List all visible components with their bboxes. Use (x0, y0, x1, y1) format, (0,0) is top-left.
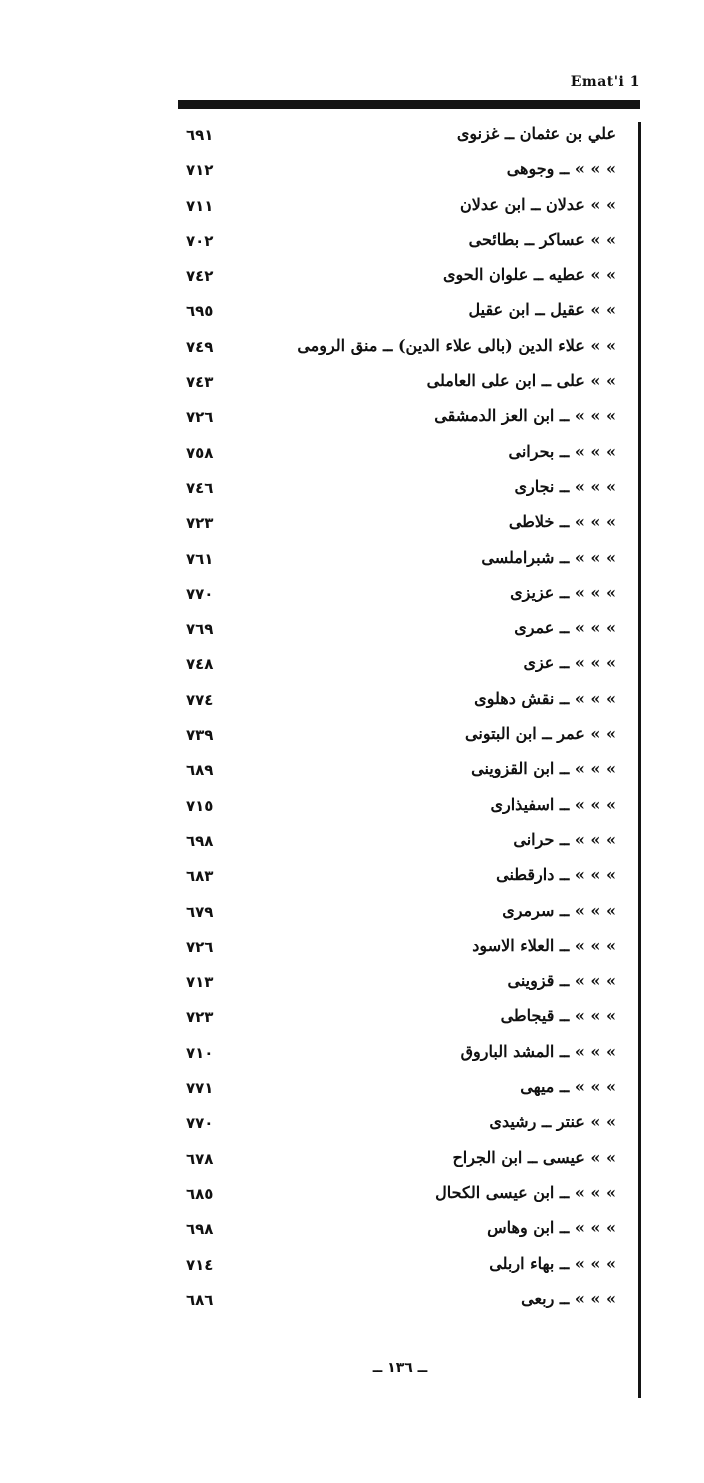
entry-name: » » عنتر ــ رشيدی (489, 1112, 616, 1132)
entry-page-number: ٦٩٨ (186, 1220, 214, 1239)
entry-name: » » عيسى ــ ابن الجراح (452, 1147, 616, 1167)
entry-page-number: ٦٧٩ (186, 902, 214, 921)
index-entry (186, 722, 616, 757)
index-entry (186, 899, 616, 934)
entry-page-number: ٧٤٨ (186, 655, 214, 674)
entry-name: » » » ــ عمری (514, 618, 616, 638)
index-entry (186, 1181, 616, 1216)
index-entry (186, 404, 616, 439)
entry-name: » » عطيه ــ علوان الحوی (442, 265, 616, 285)
index-entry (186, 651, 616, 686)
entry-name: » » » ــ بحرانى (508, 441, 616, 461)
entry-name: » » » ــ دارقطنى (496, 865, 616, 885)
index-entry (186, 546, 616, 581)
header-rule (178, 100, 640, 109)
index-entry (186, 193, 616, 228)
entry-page-number: ٦٧٨ (186, 1149, 214, 1168)
entry-name: » » » ــ ابن القزوينى (471, 759, 616, 779)
entry-name: » » » ــ قزوينى (507, 971, 616, 991)
index-entry (186, 793, 616, 828)
entry-name: » » » ــ ابن عيسى الكحال (435, 1182, 616, 1202)
index-entry (186, 1146, 616, 1181)
entry-page-number: ٧٤٦ (186, 478, 214, 497)
entry-page-number: ٧٠٢ (186, 231, 214, 250)
index-entry (186, 1252, 616, 1287)
entry-page-number: ٧٧١ (186, 1079, 214, 1098)
index-entry (186, 969, 616, 1004)
entry-page-number: ٧١٢ (186, 161, 214, 180)
index-entry (186, 1075, 616, 1110)
index-entry (186, 934, 616, 969)
entry-name: » » عمر ــ ابن البتونی (465, 724, 616, 744)
entry-page-number: ٧٧٠ (186, 1114, 214, 1133)
entry-name: » » » ــ سرمری (502, 900, 616, 920)
entry-name: » » » ــ بهاء اربلى (489, 1253, 616, 1273)
index-entry (186, 228, 616, 263)
entry-page-number: ٧٢٣ (186, 1008, 214, 1027)
entry-page-number: ٧٤٢ (186, 267, 214, 286)
page-number: ــ ١٣٦ ــ (372, 1360, 428, 1376)
entry-page-number: ٧٢٦ (186, 408, 214, 427)
index-entry (186, 157, 616, 192)
index-entry (186, 1110, 616, 1145)
entry-name: » » » ــ عزیزی (510, 582, 616, 602)
running-header: Emat'i 1 (570, 74, 640, 90)
entry-name: » » » ــ ابن العز الدمشقى (434, 406, 616, 426)
entry-name: علي بن عثمان ــ غزنوی (456, 124, 616, 143)
index-entry (186, 863, 616, 898)
index-entry (186, 334, 616, 369)
entry-page-number: ٦٨٩ (186, 761, 214, 780)
index-entry (186, 828, 616, 863)
index-entry (186, 687, 616, 722)
entry-name: » » » ــ اسفيذاری (490, 794, 616, 814)
index-entry (186, 298, 616, 333)
margin-rule (638, 122, 641, 1398)
entry-page-number: ٧١١ (186, 196, 214, 215)
entry-name: » » » ــ قيجاطى (500, 1006, 616, 1026)
entry-name: » » عقيل ــ ابن عقيل (468, 300, 616, 320)
entry-name: » » » ــ العلاء الاسود (472, 935, 616, 955)
index-list (186, 122, 616, 1322)
index-entry (186, 1040, 616, 1075)
entry-name: » » عساكر ــ بطائحی (468, 229, 616, 249)
entry-page-number: ٦٨٥ (186, 1184, 214, 1203)
entry-page-number: ٧٧٠ (186, 584, 214, 603)
entry-name: » » علاء الدين (بالى علاء الدين) ــ منق الرومی (297, 335, 616, 355)
entry-page-number: ٦٩٨ (186, 831, 214, 850)
entry-page-number: ٧٢٦ (186, 937, 214, 956)
entry-page-number: ٧١٥ (186, 796, 214, 815)
entry-name: » » » ــ خلاطى (508, 512, 616, 532)
entry-name: » » » ــ وجوهی (506, 159, 616, 179)
entry-name: » » » ــ عزی (523, 653, 616, 673)
entry-name: » » على ــ ابن على العاملى (426, 371, 616, 391)
entry-page-number: ٧٥٨ (186, 443, 214, 462)
entry-name: » » » ــ نقش دهلوی (474, 688, 616, 708)
index-entry (186, 1287, 616, 1322)
entry-page-number: ٦٩١ (186, 126, 214, 144)
entry-page-number: ٧٧٤ (186, 690, 214, 709)
entry-page-number: ٦٩٥ (186, 302, 214, 321)
index-entry (186, 122, 616, 157)
entry-page-number: ٧١٣ (186, 973, 214, 992)
index-entry (186, 510, 616, 545)
entry-name: » » » ــ نجاری (514, 476, 616, 496)
index-entry (186, 616, 616, 651)
entry-page-number: ٦٨٦ (186, 1290, 214, 1309)
entry-page-number: ٧٣٩ (186, 726, 214, 745)
index-entry (186, 369, 616, 404)
entry-page-number: ٧١٠ (186, 1043, 214, 1062)
index-entry (186, 475, 616, 510)
index-entry (186, 440, 616, 475)
entry-page-number: ٧٦٩ (186, 620, 214, 639)
entry-page-number: ٧٦١ (186, 549, 214, 568)
entry-name: » » » ــ ابن وهاس (487, 1218, 616, 1238)
entry-page-number: ٦٨٣ (186, 867, 214, 886)
entry-name: » » » ــ المشد الباروق (460, 1041, 616, 1061)
index-entry (186, 1216, 616, 1251)
entry-page-number: ٧٤٣ (186, 373, 214, 392)
entry-page-number: ٧٢٣ (186, 514, 214, 533)
index-entry (186, 1004, 616, 1039)
index-entry (186, 581, 616, 616)
index-entry (186, 757, 616, 792)
index-entry (186, 263, 616, 298)
entry-page-number: ٧٤٩ (186, 337, 214, 356)
entry-name: » » » ــ حرانى (513, 829, 616, 849)
entry-name: » » » ــ شبراملسى (481, 547, 616, 567)
entry-name: » » » ــ ميهى (520, 1077, 616, 1097)
entry-name: » » » ــ ربعى (521, 1288, 616, 1308)
entry-page-number: ٧١٤ (186, 1255, 214, 1274)
entry-name: » » عدلان ــ ابن عدلان (460, 194, 616, 214)
